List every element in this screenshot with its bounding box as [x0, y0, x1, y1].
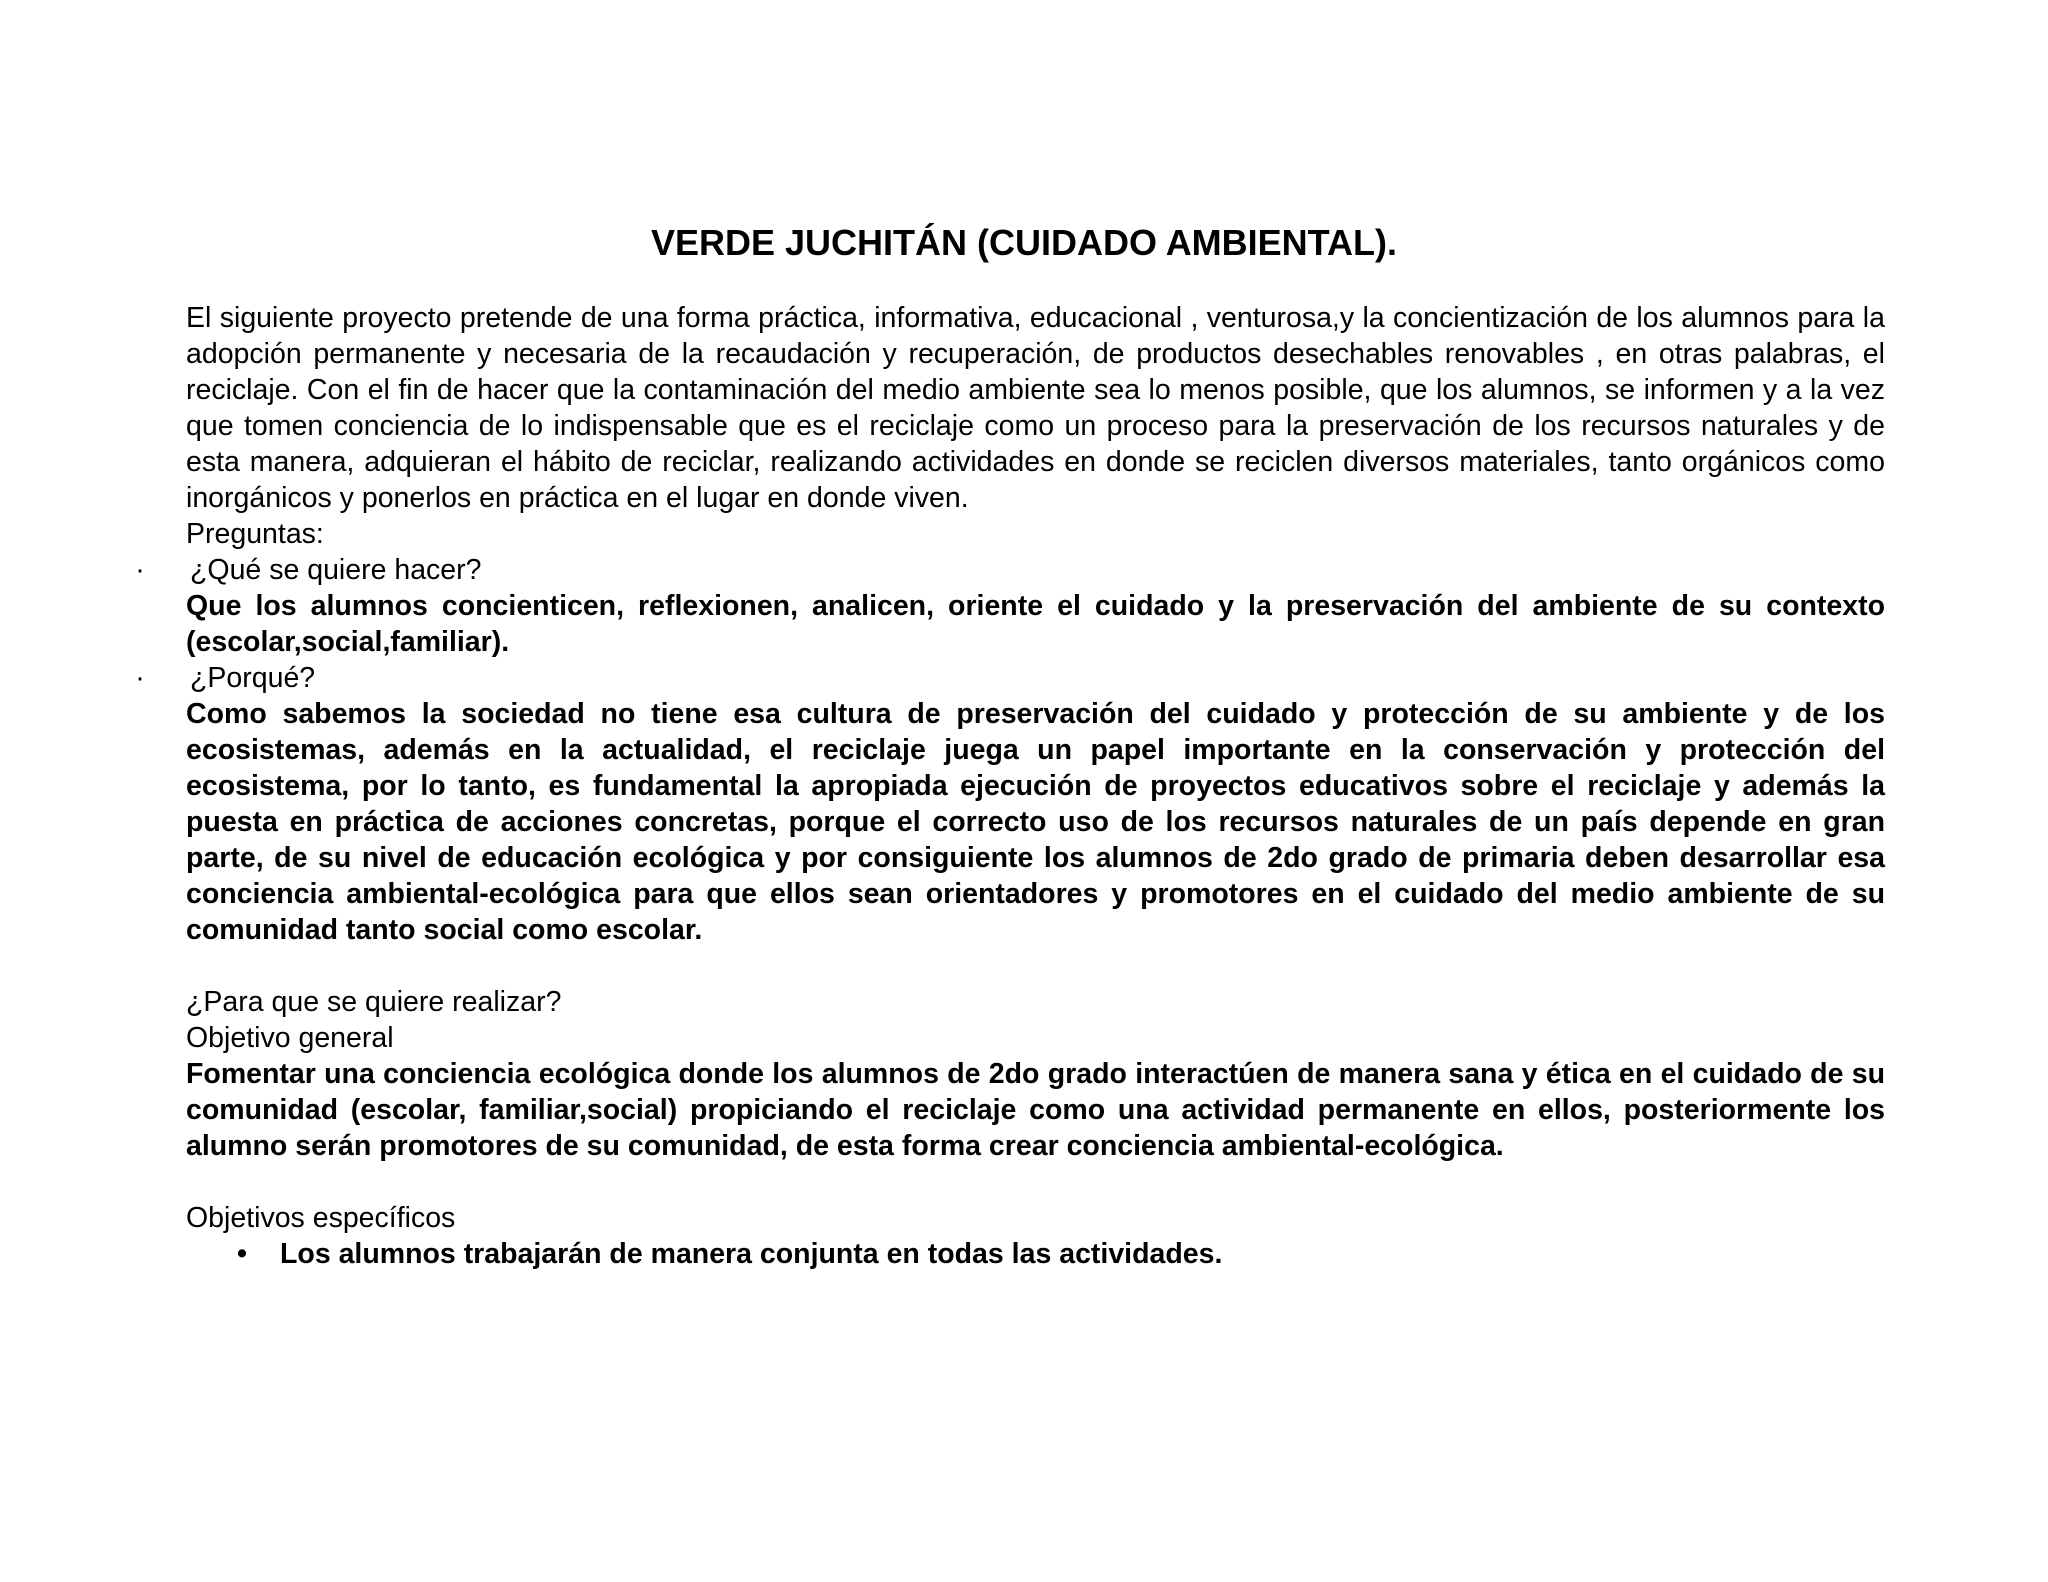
question-what-text: ¿Qué se quiere hacer?	[190, 554, 482, 586]
objetivo-general-label: Objetivo general	[186, 1022, 394, 1054]
objetivo-general-text: Fomentar una conciencia ecológica donde los alumnos de 2do grado interactúen de manera sana y ética en el cuidado de su comunidad (escolar, familiar,social) propiciando el reciclaje como una actividad permanente en ellos, posteriormente los alumno serán promotores de su comunidad, de esta forma crear conciencia ambiental-ecológica.	[186, 1058, 1885, 1162]
document-body	[135, 300, 1885, 1272]
bullet-icon: •	[237, 1238, 247, 1270]
answer-what: Que los alumnos concienticen, reflexionen, analicen, oriente el cuidado y la preservación del ambiente de su contexto (escolar,social,familiar).	[186, 590, 1885, 658]
preguntas-label: Preguntas:	[186, 518, 324, 550]
question-purpose: ¿Para que se quiere realizar?	[186, 986, 562, 1018]
list-item	[186, 1236, 1885, 1272]
question-why-text: ¿Porqué?	[190, 662, 316, 694]
question-why	[135, 660, 1885, 696]
question-what	[135, 552, 1885, 588]
spacer	[186, 1164, 1885, 1200]
bullet-icon: ·	[135, 662, 145, 694]
document-title: VERDE JUCHITÁN (CUIDADO AMBIENTAL).	[651, 222, 1397, 263]
objetivos-especificos-label: Objetivos específicos	[186, 1202, 456, 1234]
answer-why: Como sabemos la sociedad no tiene esa cultura de preservación del cuidado y protección de su ambiente y de los ecosistemas, además en la actualidad, el reciclaje juega un papel importante en la conservación y protección del ecosistema, por lo tanto, es fundamental la apropiada ejecución de proyectos educativos sobre el reciclaje y además la puesta en práctica de acciones concretas, porque el correcto uso de los recursos naturales de un país depende en gran parte, de su nivel de educación ecológica y por consiguiente los alumnos de 2do grado de primaria deben desarrollar esa conciencia ambiental-ecológica para que ellos sean orientadores y promotores en el cuidado del medio ambiente de su comunidad tanto social como escolar.	[186, 698, 1885, 946]
spacer	[186, 948, 1885, 984]
intro-paragraph: El siguiente proyecto pretende de una forma práctica, informativa, educacional , venturosa,y la concientización de los alumnos para la adopción permanente y necesaria de la recaudación y recuperación, de productos desechables renovables , en otras palabras, el reciclaje. Con el fin de hacer que la contaminación del medio ambiente sea lo menos posible, que los alumnos, se informen y a la vez que tomen conciencia de lo indispensable que es el reciclaje como un proceso para la preservación de los recursos naturales y de esta manera, adquieran el hábito de reciclar, realizando actividades en donde se reciclen diversos materiales, tanto orgánicos como inorgánicos y ponerlos en práctica en el lugar en donde viven.	[186, 302, 1885, 514]
bullet-icon: ·	[135, 554, 145, 586]
objetivo-especifico-text: Los alumnos trabajarán de manera conjunta en todas las actividades.	[280, 1238, 1223, 1270]
